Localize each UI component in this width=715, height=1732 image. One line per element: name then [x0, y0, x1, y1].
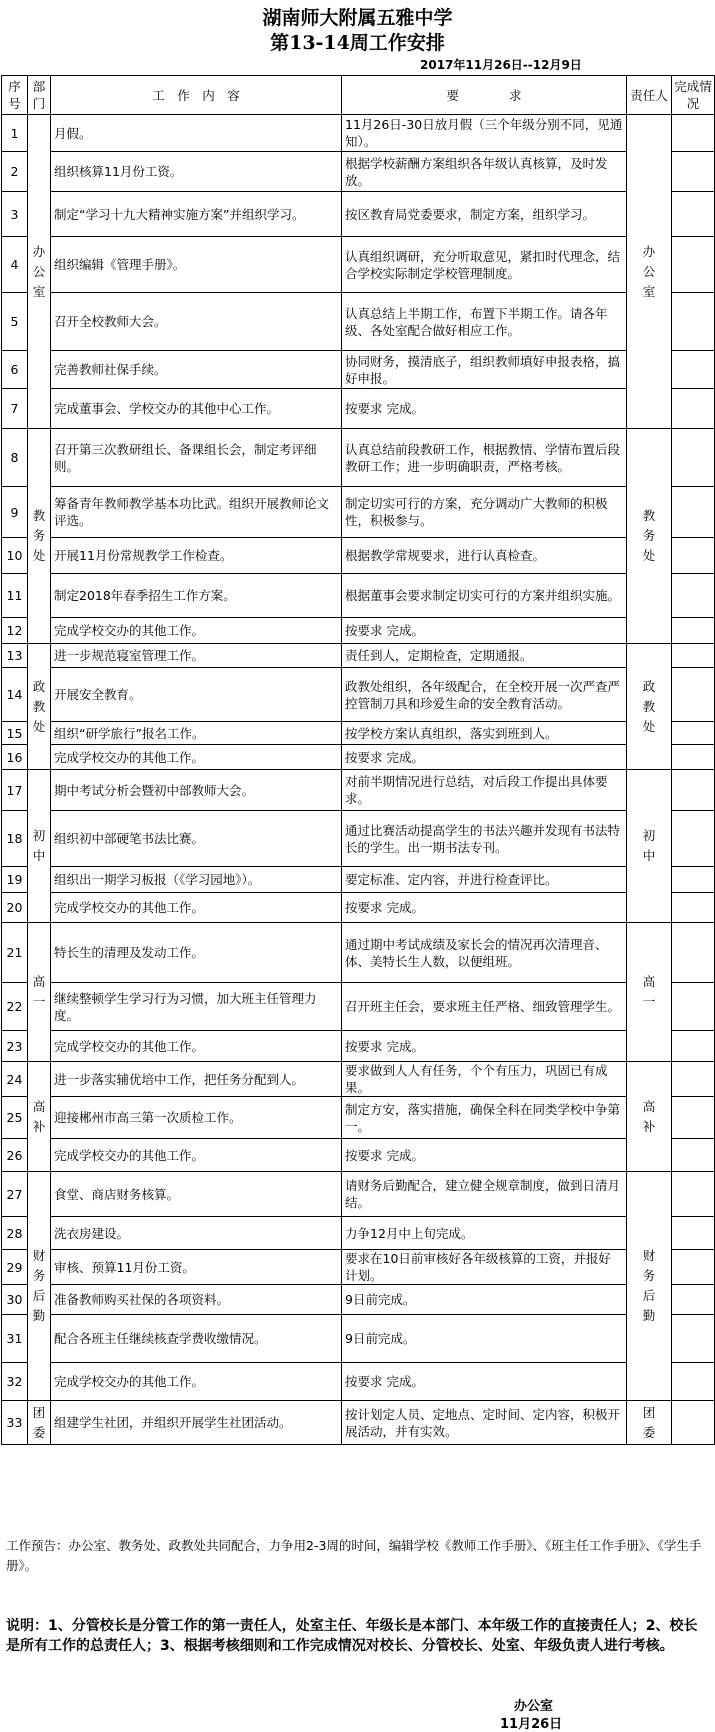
row-number: 15: [2, 722, 28, 745]
row-number: 8: [2, 429, 28, 487]
signature-date: 11月26日: [500, 1717, 563, 1732]
work-requirement: 根据董事会要求制定切实可行的方案并组织实施。: [342, 574, 627, 618]
work-requirement: 要定标准、定内容，并进行检查评比。: [342, 867, 627, 893]
table-row: [2, 1285, 715, 1315]
row-number: 33: [2, 1401, 28, 1445]
work-content: 筹备青年教师教学基本功比武。组织开展教师论文评选。: [51, 487, 342, 538]
row-number: 16: [2, 745, 28, 770]
completion-status[interactable]: [672, 1172, 715, 1217]
table-row: [2, 1172, 715, 1217]
completion-status[interactable]: [672, 1401, 715, 1445]
completion-status[interactable]: [672, 618, 715, 644]
work-content: 月假。: [51, 115, 342, 152]
row-number: 1: [2, 115, 28, 152]
row-number: 26: [2, 1139, 28, 1172]
work-requirement: 根据学校薪酬方案组织各年级认真核算，及时发放。: [342, 152, 627, 192]
dept-cell: [28, 1172, 51, 1401]
completion-status[interactable]: [672, 293, 715, 351]
dept-name: 高补: [32, 1098, 46, 1134]
completion-status[interactable]: [672, 668, 715, 722]
row-number: 23: [2, 1031, 28, 1062]
owner-cell: [627, 1062, 672, 1172]
work-content: 组织“研学旅行”报名工作。: [51, 722, 342, 745]
row-number: 10: [2, 538, 28, 574]
dept-name: 政教处: [32, 678, 46, 734]
completion-status[interactable]: [672, 1139, 715, 1172]
work-requirement: 根据教学常规要求，进行认真检查。: [342, 538, 627, 574]
work-content: 期中考试分析会暨初中部教师大会。: [51, 770, 342, 811]
row-number: 31: [2, 1315, 28, 1363]
row-number: 2: [2, 152, 28, 192]
table-row: [2, 923, 715, 983]
work-requirement: 按要求 完成。: [342, 1031, 627, 1062]
table-row: [2, 152, 715, 192]
work-requirement: 9日前完成。: [342, 1285, 627, 1315]
work-content: 特长生的清理及发动工作。: [51, 923, 342, 983]
completion-status[interactable]: [672, 115, 715, 152]
work-preview: 工作预告：办公室、教务处、政教处共同配合，力争用2-3周的时间，编辑学校《教师工作手册》、《班主任工作手册》、《学生手册》。: [6, 1538, 702, 1573]
table-row: [2, 115, 715, 152]
table-row: [2, 351, 715, 389]
work-requirement: 认真组织调研，充分听取意见，紧扣时代理念，结合学校实际制定学校管理制度。: [342, 237, 627, 293]
row-number: 32: [2, 1363, 28, 1401]
work-requirement: 认真总结前段教研工作，根据教情、学情布置后段教研工作；进一步明确职责，严格考核。: [342, 429, 627, 487]
work-content: 完善教师社保手续。: [51, 351, 342, 389]
table-row: [2, 1139, 715, 1172]
completion-status[interactable]: [672, 983, 715, 1031]
work-requirement: 请财务后勤配合，建立健全规章制度，做到日清月结。: [342, 1172, 627, 1217]
owner-cell: [627, 644, 672, 770]
work-requirement: 9日前完成。: [342, 1315, 627, 1363]
work-requirement: 协同财务，摸清底子，组织教师填好申报表格，搞好申报。: [342, 351, 627, 389]
table-row: [2, 1250, 715, 1285]
work-content: 制定“学习十九大精神实施方案”并组织学习。: [51, 192, 342, 237]
work-content: 食堂、商店财务核算。: [51, 1172, 342, 1217]
completion-status[interactable]: [672, 745, 715, 770]
owner-cell: [627, 770, 672, 923]
row-number: 20: [2, 893, 28, 923]
completion-status[interactable]: [672, 487, 715, 538]
work-requirement: 对前半期情况进行总结，对后段工作提出具体要求。: [342, 770, 627, 811]
owner-cell: [627, 115, 672, 429]
row-number: 4: [2, 237, 28, 293]
owner-name: 初中: [642, 828, 656, 863]
row-number: 7: [2, 389, 28, 429]
work-content: 组建学生社团，并组织开展学生社团活动。: [51, 1401, 342, 1445]
owner-name: 高一: [642, 974, 656, 1009]
completion-status[interactable]: [672, 1363, 715, 1401]
work-requirement: 按要求 完成。: [342, 893, 627, 923]
work-content: 组织核算11月份工资。: [51, 152, 342, 192]
table-row: [2, 1097, 715, 1139]
row-number: 18: [2, 811, 28, 867]
table-row: [2, 237, 715, 293]
table-row: [2, 1315, 715, 1363]
work-requirement: 力争12月中上旬完成。: [342, 1217, 627, 1250]
completion-status[interactable]: [672, 1250, 715, 1285]
completion-status[interactable]: [672, 429, 715, 487]
work-content: 召开全校教师大会。: [51, 293, 342, 351]
header-no: 序号: [2, 76, 28, 115]
work-requirement: 按要求 完成。: [342, 618, 627, 644]
row-number: 17: [2, 770, 28, 811]
dept-cell: [28, 923, 51, 1062]
page-subtitle: 第13-14周工作安排: [270, 32, 445, 54]
instructions-note: 说明：1、分管校长是分管工作的第一责任人，处室主任、年级长是本部门、本年级工作的直接责任人；2、校长是所有工作的总责任人；3、根据考核细则和工作完成情况对校长、分管校长、处室、年级负责人进行考核。: [6, 1618, 698, 1654]
table-row: [2, 668, 715, 722]
table-row: [2, 538, 715, 574]
work-requirement: 按计划定人员、定地点、定时间、定内容，积极开展活动，并有实效。: [342, 1401, 627, 1445]
row-number: 25: [2, 1097, 28, 1139]
row-number: 29: [2, 1250, 28, 1285]
row-number: 30: [2, 1285, 28, 1315]
work-content: 完成学校交办的其他工作。: [51, 1031, 342, 1062]
work-content: 进一步落实辅优培中工作，把任务分配到人。: [51, 1062, 342, 1097]
row-number: 12: [2, 618, 28, 644]
completion-status[interactable]: [672, 192, 715, 237]
table-row: [2, 722, 715, 745]
row-number: 21: [2, 923, 28, 983]
dept-cell: [28, 429, 51, 644]
dept-cell: [28, 770, 51, 923]
work-content: 进一步规范寝室管理工作。: [51, 644, 342, 668]
owner-cell: [627, 923, 672, 1062]
completion-status[interactable]: [672, 574, 715, 618]
completion-status[interactable]: [672, 1097, 715, 1139]
header-dept: 部门: [28, 76, 51, 115]
table-row: [2, 1401, 715, 1445]
header-done: 完成情况: [672, 76, 715, 115]
completion-status[interactable]: [672, 722, 715, 745]
work-requirement: 按要求 完成。: [342, 745, 627, 770]
table-row: [2, 574, 715, 618]
work-content: 继续整顿学生学习行为习惯，加大班主任管理力度。: [51, 983, 342, 1031]
row-number: 9: [2, 487, 28, 538]
table-row: [2, 1062, 715, 1097]
owner-name: 财务后勤: [642, 1248, 656, 1323]
work-requirement: 认真总结上半期工作，布置下半期工作。请各年级、各处室配合做好相应工作。: [342, 293, 627, 351]
table-row: [2, 893, 715, 923]
table-row: [2, 487, 715, 538]
row-number: 22: [2, 983, 28, 1031]
work-content: 洗衣房建设。: [51, 1217, 342, 1250]
completion-status[interactable]: [672, 237, 715, 293]
work-content: 完成董事会、学校交办的其他中心工作。: [51, 389, 342, 429]
row-number: 11: [2, 574, 28, 618]
work-content: 完成学校交办的其他工作。: [51, 893, 342, 923]
work-requirement: 按要求 完成。: [342, 1139, 627, 1172]
work-content: 完成学校交办的其他工作。: [51, 745, 342, 770]
work-content: 完成学校交办的其他工作。: [51, 1139, 342, 1172]
work-content: 迎接郴州市高三第一次质检工作。: [51, 1097, 342, 1139]
work-requirement: 制定切实可行的方案，充分调动广大教师的积极性，积极参与。: [342, 487, 627, 538]
owner-cell: [627, 1172, 672, 1401]
table-row: [2, 1217, 715, 1250]
work-requirement: 按要求 完成。: [342, 389, 627, 429]
page-title: 湖南师大附属五雅中学: [262, 7, 453, 29]
dept-name: 团委: [32, 1404, 46, 1440]
work-requirement: 要求做到人人有任务，个个有压力，巩固已有成果。: [342, 1062, 627, 1097]
table-row: [2, 293, 715, 351]
dept-name: 教务处: [32, 508, 46, 563]
dept-cell: [28, 115, 51, 429]
dept-cell: [28, 1401, 51, 1445]
work-requirement: 政教处组织，各年级配合，在全校开展一次严查严控管制刀具和珍爱生命的安全教育活动。: [342, 668, 627, 722]
completion-status[interactable]: [672, 1217, 715, 1250]
row-number: 14: [2, 668, 28, 722]
completion-status[interactable]: [672, 1285, 715, 1315]
owner-name: 团委: [642, 1404, 656, 1440]
schedule-table: [1, 75, 715, 1445]
work-requirement: 按区教育局党委要求，制定方案，组织学习。: [342, 192, 627, 237]
owner-name: 政教处: [642, 678, 656, 734]
work-requirement: 召开班主任会，要求班主任严格、细致管理学生。: [342, 983, 627, 1031]
completion-status[interactable]: [672, 351, 715, 389]
owner-cell: [627, 429, 672, 644]
header-content: 工 作 内 容: [51, 76, 342, 115]
work-content: 准备教师购买社保的各项资料。: [51, 1285, 342, 1315]
dept-cell: [28, 1062, 51, 1172]
completion-status[interactable]: [672, 770, 715, 811]
owner-name: 高补: [642, 1098, 656, 1134]
row-number: 3: [2, 192, 28, 237]
completion-status[interactable]: [672, 1031, 715, 1062]
work-requirement: 要求在10日前审核好各年级核算的工资，并报好计划。: [342, 1250, 627, 1285]
table-row: [2, 1031, 715, 1062]
dept-cell: [28, 644, 51, 770]
owner-cell: [627, 1401, 672, 1445]
date-range: 2017年11月26日--12月9日: [420, 58, 582, 72]
work-requirement: 制定方安，落实措施，确保全科在同类学校中争第一。: [342, 1097, 627, 1139]
work-requirement: 通过期中考试成绩及家长会的情况再次清理音、体、美特长生人数，以便组班。: [342, 923, 627, 983]
completion-status[interactable]: [672, 538, 715, 574]
table-row: [2, 644, 715, 668]
table-row: [2, 770, 715, 811]
work-content: 完成学校交办的其他工作。: [51, 1363, 342, 1401]
header-requirement: 要 求: [342, 76, 627, 115]
work-content: 审核、预算11月份工资。: [51, 1250, 342, 1285]
row-number: 6: [2, 351, 28, 389]
dept-name: 初中: [32, 828, 46, 863]
completion-status[interactable]: [672, 923, 715, 983]
table-row: [2, 811, 715, 867]
table-row: [2, 983, 715, 1031]
completion-status[interactable]: [672, 389, 715, 429]
completion-status[interactable]: [672, 893, 715, 923]
table-row: [2, 192, 715, 237]
table-row: [2, 429, 715, 487]
owner-name: 教务处: [642, 508, 656, 563]
work-content: 开展安全教育。: [51, 668, 342, 722]
row-number: 19: [2, 867, 28, 893]
dept-name: 财务后勤: [32, 1248, 46, 1323]
work-content: 开展11月份常规教学工作检查。: [51, 538, 342, 574]
work-requirement: 责任到人，定期检查，定期通报。: [342, 644, 627, 668]
work-requirement: 11月26日-30日放月假（三个年级分别不同，见通知）。: [342, 115, 627, 152]
work-content: 制定2018年春季招生工作方案。: [51, 574, 342, 618]
work-requirement: 通过比赛活动提高学生的书法兴趣并发现有书法特长的学生。出一期书法专刊。: [342, 811, 627, 867]
completion-status[interactable]: [672, 644, 715, 668]
work-content: 组织出一期学习板报（《学习园地》）。: [51, 867, 342, 893]
work-requirement: 按学校方案认真组织，落实到班到人。: [342, 722, 627, 745]
table-row: [2, 745, 715, 770]
table-header-row: [2, 76, 715, 115]
completion-status[interactable]: [672, 152, 715, 192]
table-row: [2, 618, 715, 644]
row-number: 13: [2, 644, 28, 668]
work-content: 完成学校交办的其他工作。: [51, 618, 342, 644]
work-requirement: 按要求 完成。: [342, 1363, 627, 1401]
work-content: 召开第三次教研组长、备课组长会，制定考评细则。: [51, 429, 342, 487]
row-number: 27: [2, 1172, 28, 1217]
dept-name: 高一: [32, 974, 46, 1009]
work-content: 组织编辑《管理手册》。: [51, 237, 342, 293]
work-content: 组织初中部硬笔书法比赛。: [51, 811, 342, 867]
completion-status[interactable]: [672, 1062, 715, 1097]
row-number: 5: [2, 293, 28, 351]
table-row: [2, 389, 715, 429]
dept-name: 办公室: [32, 243, 46, 299]
table-row: [2, 1363, 715, 1401]
signature-office: 办公室: [514, 1699, 554, 1714]
table-row: [2, 867, 715, 893]
completion-status[interactable]: [672, 811, 715, 867]
header-owner: 责任人: [627, 76, 672, 115]
row-number: 28: [2, 1217, 28, 1250]
row-number: 24: [2, 1062, 28, 1097]
work-content: 配合各班主任继续核查学费收缴情况。: [51, 1315, 342, 1363]
completion-status[interactable]: [672, 1315, 715, 1363]
owner-name: 办公室: [642, 243, 656, 299]
completion-status[interactable]: [672, 867, 715, 893]
